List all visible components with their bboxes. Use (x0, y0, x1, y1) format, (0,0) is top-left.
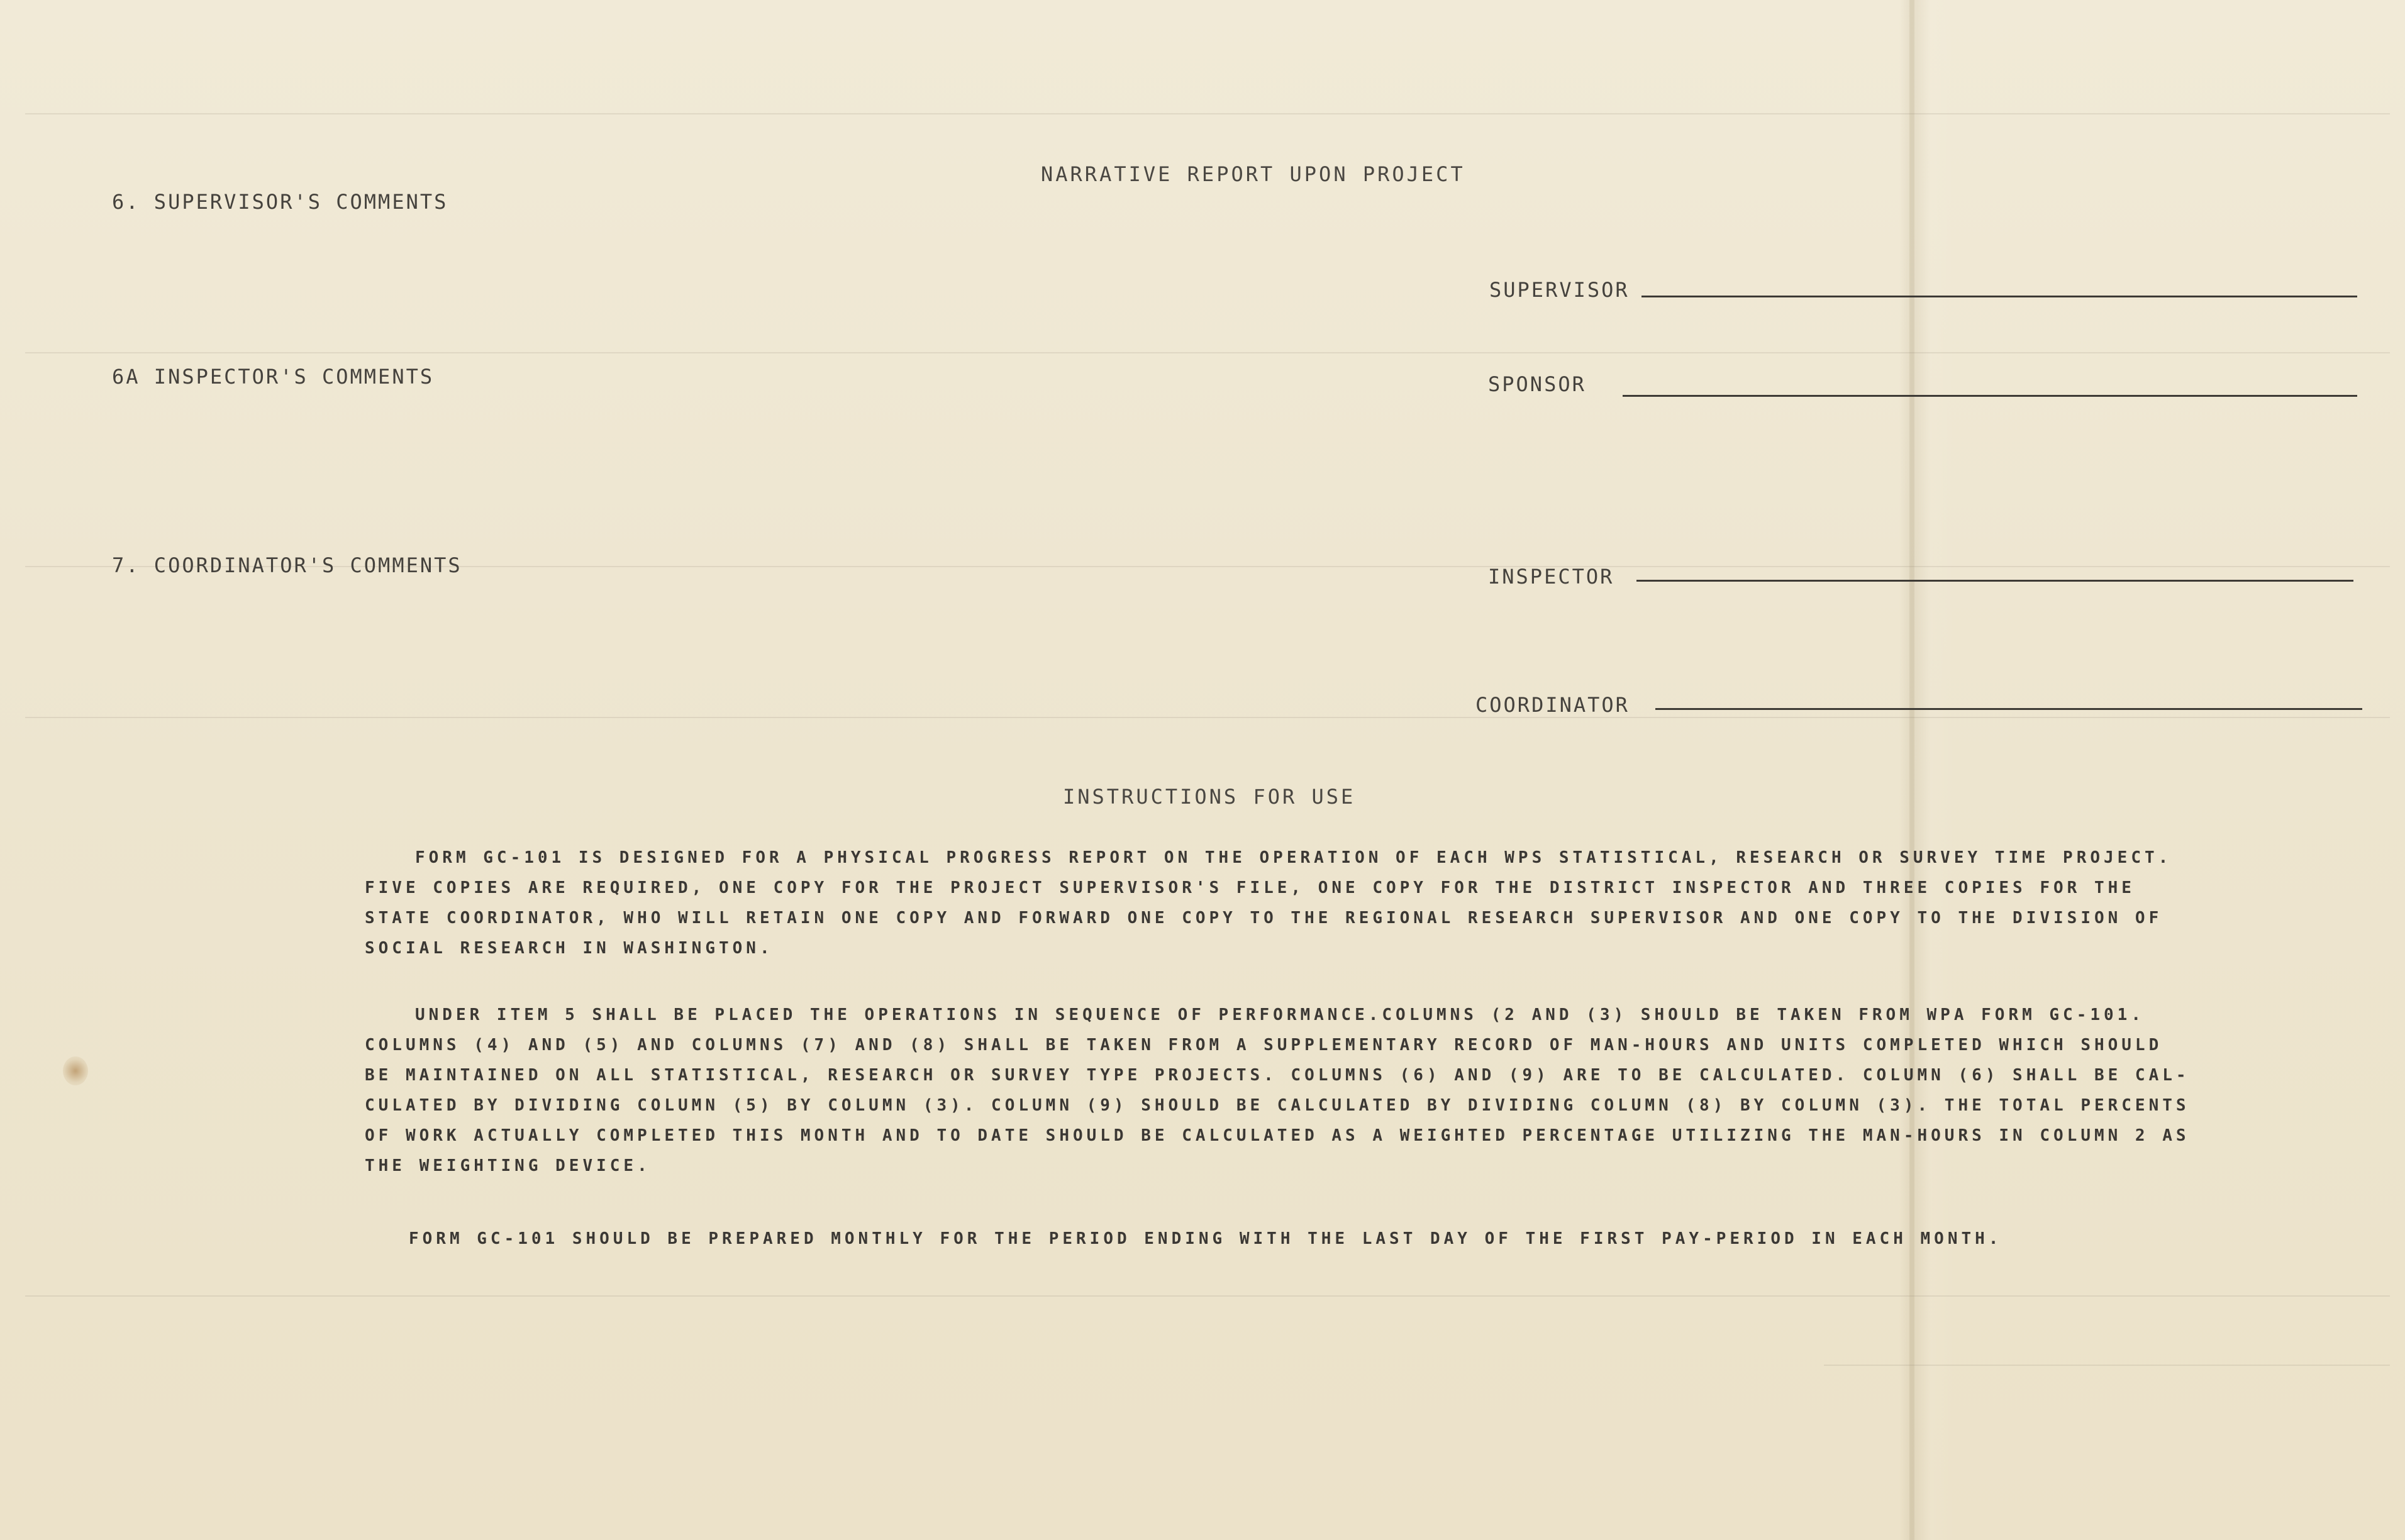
inspector-comments-label: 6A INSPECTOR'S COMMENTS (112, 365, 435, 389)
instructions-paragraph-3 (365, 1224, 2002, 1254)
supervisor-comments-label: 6. SUPERVISOR'S COMMENTS (112, 190, 448, 214)
coordinator-comments-label: 7. COORDINATOR'S COMMENTS (112, 553, 462, 577)
sponsor-signature-line[interactable] (1623, 395, 2357, 397)
paper-rule (25, 113, 2390, 114)
paper-rule (25, 1295, 2390, 1297)
instruction-line: FORM GC-101 IS DESIGNED FOR A PHYSICAL PROGRESS REPORT ON THE OPERATION OF EACH WPS STATISTICAL, RESEARCH OR SURVEY TIME PROJECT. (415, 848, 2172, 867)
paper-rule (25, 352, 2390, 353)
instruction-line: COLUMNS (4) AND (5) AND COLUMNS (7) AND (8) SHALL BE TAKEN FROM A SUPPLEMENTARY RECORD OF MAN-HOURS AND UNITS COMPLETED WHICH SHOULD (365, 1036, 2163, 1055)
inspector-signature-label: INSPECTOR (1488, 565, 1614, 589)
coordinator-signature-label: COORDINATOR (1475, 693, 1630, 717)
paper-rule (25, 717, 2390, 718)
instruction-line: THE WEIGHTING DEVICE. (365, 1156, 651, 1175)
instruction-line: OF WORK ACTUALLY COMPLETED THIS MONTH AND TO DATE SHOULD BE CALCULATED AS A WEIGHTED PERCENTAGE UTILIZING THE MAN-HOURS IN COLUMN 2 AS (365, 1126, 2190, 1145)
instruction-line: UNDER ITEM 5 SHALL BE PLACED THE OPERATIONS IN SEQUENCE OF PERFORMANCE.COLUMNS (2 AND (3) SHOULD BE TAKEN FROM WPA FORM GC-101. (415, 1005, 2145, 1024)
instructions-heading: INSTRUCTIONS FOR USE (1063, 785, 1356, 809)
instructions-paragraph-1 (365, 843, 2172, 963)
instruction-line: CULATED BY DIVIDING COLUMN (5) BY COLUMN (3). COLUMN (9) SHOULD BE CALCULATED BY DIVIDING COLUMN (8) BY COLUMN (3). THE TOTAL PERCENTS (365, 1096, 2190, 1115)
sponsor-signature-label: SPONSOR (1488, 372, 1586, 396)
instruction-line: FIVE COPIES ARE REQUIRED, ONE COPY FOR THE PROJECT SUPERVISOR'S FILE, ONE COPY FOR THE DISTRICT INSPECTOR AND THREE COPIES FOR THE (365, 878, 2135, 897)
coordinator-signature-line[interactable] (1655, 708, 2362, 710)
instructions-paragraph-2 (365, 1000, 2190, 1181)
instruction-line: BE MAINTAINED ON ALL STATISTICAL, RESEARCH OR SURVEY TYPE PROJECTS. COLUMNS (6) AND (9) ARE TO BE CALCULATED. COLUMN (6) SHALL BE CAL- (365, 1066, 2190, 1085)
paper-stain (63, 1056, 88, 1085)
page-title: NARRATIVE REPORT UPON PROJECT (1041, 162, 1465, 186)
instruction-line: STATE COORDINATOR, WHO WILL RETAIN ONE COPY AND FORWARD ONE COPY TO THE REGIONAL RESEARCH SUPERVISOR AND ONE COPY TO THE DIVISION OF (365, 909, 2163, 928)
inspector-signature-line[interactable] (1636, 580, 2353, 582)
instruction-line: FORM GC-101 SHOULD BE PREPARED MONTHLY FOR THE PERIOD ENDING WITH THE LAST DAY OF THE FIRST PAY-PERIOD IN EACH MONTH. (409, 1229, 2002, 1248)
instruction-line: SOCIAL RESEARCH IN WASHINGTON. (365, 939, 774, 958)
supervisor-signature-line[interactable] (1641, 296, 2357, 297)
paper-rule (1824, 1365, 2390, 1366)
paper-fold (1909, 0, 1914, 1540)
supervisor-signature-label: SUPERVISOR (1489, 278, 1630, 302)
